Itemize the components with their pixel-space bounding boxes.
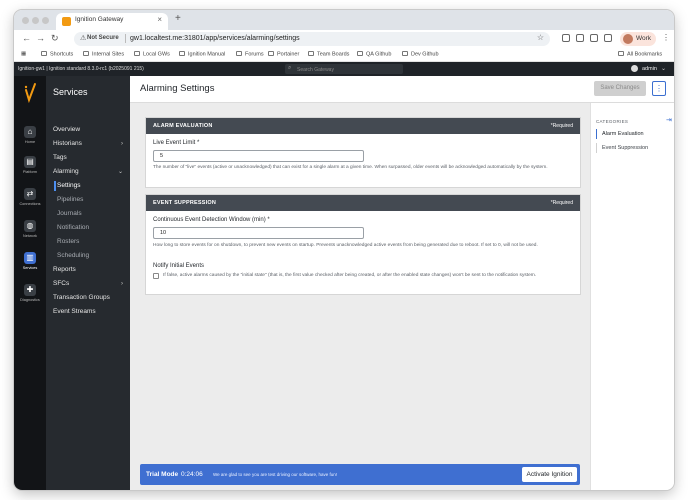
event-suppression-panel — [145, 194, 581, 295]
folder-icon — [618, 51, 624, 56]
folder-icon — [357, 51, 363, 56]
panel-title: ALARM EVALUATION — [153, 123, 213, 129]
nav-item-scheduling[interactable]: Scheduling — [57, 252, 90, 259]
url-text[interactable]: gw1.localtest.me:31801/app/services/alarming/settings — [130, 34, 300, 42]
tab-strip — [14, 10, 674, 30]
globe-icon — [236, 51, 242, 56]
field-label: Notify Initial Events — [153, 263, 205, 269]
rail-label: Services — [22, 266, 38, 270]
extension-icon[interactable] — [604, 34, 612, 42]
extension-icon[interactable] — [590, 34, 598, 42]
rail-item-services[interactable] — [14, 250, 46, 280]
minimize-window-button[interactable] — [32, 17, 39, 24]
url-divider — [125, 34, 126, 43]
all-bookmarks[interactable]: All Bookmarks — [618, 51, 662, 58]
nav-item-tags[interactable]: Tags — [53, 154, 67, 161]
browser-window — [14, 10, 674, 490]
folder-icon — [134, 51, 140, 56]
nav-item-transaction-groups[interactable]: Transaction Groups — [53, 294, 110, 301]
panel-header — [146, 118, 580, 134]
rail-label: Connections — [19, 202, 41, 206]
categories-panel — [590, 103, 674, 490]
section-title: Services — [53, 87, 88, 97]
rail-item-home[interactable] — [14, 124, 46, 154]
folder-icon — [402, 51, 408, 56]
nav-item-rosters[interactable]: Rosters — [57, 238, 80, 245]
not-secure-icon[interactable]: ⚠ — [80, 35, 87, 42]
nav-item-overview[interactable]: Overview — [53, 126, 81, 133]
field-label: Live Event Limit * — [153, 140, 200, 146]
bookmark-item[interactable]: Local GWs — [134, 51, 170, 58]
platform-icon: ▤ — [24, 156, 36, 168]
avatar — [623, 34, 633, 44]
gateway-header — [14, 62, 674, 76]
required-note: *Required — [550, 200, 573, 206]
diagnostics-icon: ✚ — [24, 284, 36, 296]
bookmark-item[interactable]: QA Github — [357, 51, 391, 58]
chevron-down-icon[interactable]: ⌄ — [661, 66, 667, 72]
tab-close-icon[interactable]: × — [157, 15, 162, 24]
folder-icon — [83, 51, 89, 56]
ignition-favicon-icon — [62, 17, 71, 26]
detection-window-input[interactable]: 10 — [153, 227, 364, 239]
chevron-right-icon: › — [121, 281, 123, 287]
folder-icon — [41, 51, 47, 56]
nav-item-sfcs[interactable]: SFCs › — [46, 278, 130, 290]
services-nav — [46, 76, 130, 490]
trial-banner — [140, 464, 580, 485]
field-label: Continuous Event Detection Window (min) * — [153, 217, 270, 223]
bookmark-item[interactable]: Team Boards — [308, 51, 349, 58]
nav-item-reports[interactable]: Reports — [53, 266, 76, 273]
more-options-button[interactable]: ⋮ — [652, 81, 666, 96]
user-name[interactable]: admin — [642, 66, 657, 72]
nav-item-pipelines[interactable]: Pipelines — [57, 196, 84, 203]
connections-icon: ⇄ — [24, 188, 36, 200]
chevron-right-icon: › — [121, 141, 123, 147]
user-icon[interactable] — [631, 65, 638, 72]
profile-label: Work — [636, 35, 652, 42]
category-event-suppression[interactable]: Event Suppression — [596, 143, 674, 153]
ignition-icon — [179, 51, 185, 56]
bookmark-item[interactable]: Portainer — [268, 51, 299, 58]
zoom-window-button[interactable] — [42, 17, 49, 24]
required-note: *Required — [550, 123, 573, 129]
bookmark-item[interactable]: Dev Github — [402, 51, 439, 58]
security-label[interactable]: Not Secure — [87, 35, 119, 41]
address-bar — [14, 30, 674, 48]
save-changes-button[interactable]: Save Changes — [594, 81, 646, 96]
gateway-search-input[interactable] — [285, 64, 403, 74]
main-content — [130, 76, 674, 490]
back-icon[interactable]: ← — [22, 33, 31, 43]
profile-button[interactable] — [620, 32, 656, 46]
rail-item-connections[interactable] — [14, 186, 46, 216]
extension-icon[interactable] — [562, 34, 570, 42]
nav-item-event-streams[interactable]: Event Streams — [53, 308, 96, 315]
page-title: Alarming Settings — [140, 83, 215, 94]
services-icon: ▥ — [24, 252, 36, 264]
collapse-icon[interactable]: ⇥ — [666, 117, 672, 124]
network-icon: ◍ — [24, 220, 36, 232]
ignition-logo-icon[interactable] — [23, 82, 37, 104]
portainer-icon — [268, 51, 274, 56]
folder-icon — [308, 51, 314, 56]
nav-item-notification[interactable]: Notification — [57, 224, 90, 231]
extension-icon[interactable] — [576, 34, 584, 42]
live-event-limit-input[interactable]: 5 — [153, 150, 364, 162]
notify-initial-events-checkbox[interactable] — [153, 273, 159, 279]
chevron-down-icon: ⌄ — [117, 169, 123, 175]
bookmark-item[interactable]: Forums — [236, 51, 264, 58]
categories-heading: CATEGORIES — [596, 119, 629, 124]
bookmarks-bar — [14, 48, 674, 62]
home-icon: ⌂ — [24, 126, 36, 138]
gateway-name: Ignition-gw1 | Ignition standard 8.3.0-rc1 (b2025091 215) — [18, 66, 144, 72]
rail-item-network[interactable] — [14, 218, 46, 248]
field-help: The number of "live" events (active or unacknowledged) that can exist for a single alarm at a given time. When surpassed, older events will be acknowledged automatically by the system. — [153, 165, 548, 170]
tab-title: Ignition Gateway — [75, 16, 124, 23]
rail-item-platform[interactable] — [14, 154, 46, 184]
rail-item-diagnostics[interactable] — [14, 282, 46, 312]
browser-tab[interactable] — [56, 13, 168, 30]
bookmark-item[interactable]: Shortcuts — [41, 51, 73, 58]
nav-item-alarming[interactable]: Alarming ⌄ — [46, 166, 130, 178]
panel-title: EVENT SUPPRESSION — [153, 200, 216, 206]
bookmark-item[interactable]: Ignition Manual — [179, 51, 225, 58]
omnibox[interactable] — [74, 32, 550, 46]
category-alarm-evaluation[interactable]: Alarm Evaluation — [596, 129, 674, 139]
new-tab-button[interactable]: + — [175, 13, 181, 24]
nav-item-settings[interactable]: Settings — [46, 180, 130, 192]
rail-label: Network — [23, 234, 37, 238]
rail-label: Diagnostics — [20, 298, 40, 302]
forward-icon[interactable]: → — [36, 33, 45, 43]
field-help: If false, active alarms caused by the "initial state" (that is, the first value checked after being created, or after the enabled state changes) won't be sent to the notification system. — [163, 273, 537, 278]
trial-title: Trial Mode — [146, 471, 179, 478]
close-window-button[interactable] — [22, 17, 29, 24]
field-help: How long to store events for on shutdown, to prevent new events on startup. Prevents unacknowledged active events from being generated due to reboot. If set to 0, will not be used. — [153, 243, 538, 248]
alarm-evaluation-panel — [145, 117, 581, 188]
page-header — [130, 76, 674, 103]
nav-item-journals[interactable]: Journals — [57, 210, 82, 217]
search-placeholder: Search Gateway — [297, 66, 334, 73]
rail-label: Home — [24, 140, 36, 144]
rail-label: Platform — [22, 170, 38, 174]
primary-rail — [14, 76, 46, 490]
bookmark-star-icon[interactable]: ☆ — [536, 33, 544, 42]
activate-ignition-button[interactable]: Activate Ignition — [522, 467, 577, 482]
apps-grid-icon[interactable]: ▦ — [21, 51, 27, 57]
panel-header — [146, 195, 580, 211]
trial-message: We are glad to see you are test driving our software, have fun! — [213, 472, 337, 477]
trial-timer: 0:24:06 — [181, 471, 203, 478]
bookmark-item[interactable]: Internal Sites — [83, 51, 124, 58]
reload-icon[interactable]: ↻ — [51, 33, 59, 43]
browser-menu-icon[interactable]: ⋮ — [662, 33, 670, 42]
nav-item-historians[interactable]: Historians › — [46, 138, 130, 150]
search-icon: ⌕ — [288, 65, 292, 71]
